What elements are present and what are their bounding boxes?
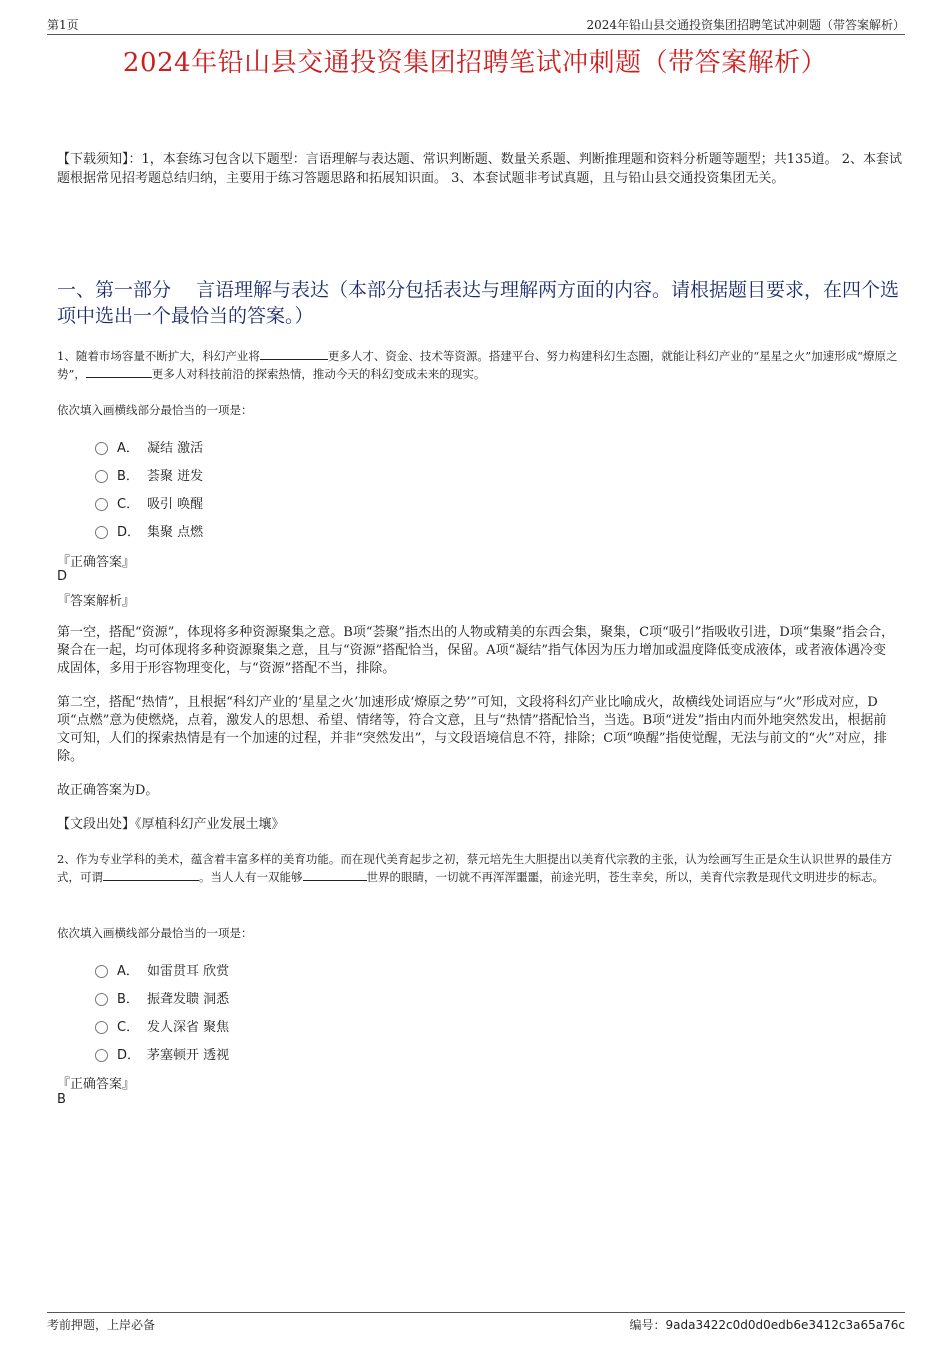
answer-label: 『正确答案』 [57,1077,136,1092]
analysis-paragraph: 第一空，搭配“资源”，体现将多种资源聚集之意。B项“荟聚”指杰出的人物或精美的东西会集，聚集，C项“吸引”指吸收引进，D项“集聚”指会合，聚合在一起，均可体现将多种资源聚集之意，且与“资源”搭配恰当，保留。A项“凝结”指气体因为压力增加或温度降低变成液体，或者液体遇冷变成固体，多用于形容物理变化，与“资源”搭配不当，排除。 [57,625,895,676]
answer-value: D [57,569,68,584]
fill-blank [103,868,199,881]
radio-icon[interactable] [95,1049,108,1062]
answer-label: 『正确答案』 [57,555,136,570]
answer-value: B [57,1092,66,1107]
question-1-stem: 1、随着市场容量不断扩大，科幻产业将 更多人才、资金、技术等资源。搭建平台、努力构建科幻生态圈，就能让科幻产业的“星星之火”加速形成“燎原之势”， 更多人对科技前沿的探索热情，推动今天的科幻变成未来的现实。 [57,349,898,381]
radio-icon[interactable] [95,965,108,978]
option-b[interactable]: B． 振聋发聩 洞悉 [95,983,229,1011]
option-b[interactable]: B． 荟聚 迸发 [95,460,203,488]
option-a[interactable]: A． 凝结 激活 [95,432,203,460]
question-1-instruction: 依次填入画横线部分最恰当的一项是： [57,403,253,417]
section-title: 一、第一部分 言语理解与表达（本部分包括表达与理解两方面的内容。请根据题目要求，在四个选项中选出一个最恰当的答案。） [57,279,900,327]
option-d[interactable]: D． 集聚 点燃 [95,516,203,544]
radio-icon[interactable] [95,1021,108,1034]
option-a[interactable]: A． 如雷贯耳 欣赏 [95,955,229,983]
fill-blank [86,365,152,378]
footer-slogan: 考前押题，上岸必备 [47,1318,156,1332]
option-d[interactable]: D． 茅塞顿开 透视 [95,1039,229,1067]
fill-blank [260,347,328,360]
question-2-options [95,955,229,1067]
header-doc-title: 2024年铅山县交通投资集团招聘笔试冲刺题（带答案解析） [586,18,905,32]
analysis-label: 『答案解析』 [57,594,136,609]
radio-icon[interactable] [95,993,108,1006]
fill-blank [303,868,367,881]
analysis-source: 【文段出处】《厚植科幻产业发展土壤》 [57,817,285,832]
page-title: 2024年铅山县交通投资集团招聘笔试冲刺题（带答案解析） [122,48,828,78]
radio-icon[interactable] [95,498,108,511]
question-2-instruction: 依次填入画横线部分最恰当的一项是： [57,926,253,940]
analysis-conclusion: 故正确答案为D。 [57,783,159,798]
radio-icon[interactable] [95,470,108,483]
radio-icon[interactable] [95,526,108,539]
download-notice: 【下载须知】：1，本套练习包含以下题型：言语理解与表达题、常识判断题、数量关系题、判断推理题和资料分析题等题型；共135道。 2、本套试题根据常见招考题总结归纳，主要用于练习答题思路和拓展知识面。 3、本套试题非考试真题，且与铅山县交通投资集团无关。 [57,152,902,186]
analysis-paragraph: 第二空，搭配“热情”，且根据“科幻产业的‘星星之火’加速形成‘燎原之势’”可知，文段将科幻产业比喻成火，故横线处词语应与“火”形成对应，D项“点燃”意为使燃烧，点着，激发人的思想、希望、情绪等，符合文意，且与“热情”搭配恰当，当选。B项“迸发”指由内而外地突然发出，根据前文可知，人们的探索热情是有一个加速的过程，并非“突然发出”，与文段语境信息不符，排除；C项“唤醒”指使觉醒，无法与前文的“火”对应，排除。 [57,695,887,764]
option-c[interactable]: C． 吸引 唤醒 [95,488,203,516]
question-2-stem: 2、作为专业学科的美术，蕴含着丰富多样的美育功能。而在现代美育起步之初，蔡元培先生大胆提出以美育代宗教的主张，认为绘画写生正是众生认识世界的最佳方式，可谓 。当人人有一双能够 世界的眼睛，一切就不再浑浑噩噩，前途光明，苍生幸矣，所以，美育代宗教是现代文明进步的标志。 [57,852,893,884]
page-header [47,12,905,35]
question-1-options [95,432,203,544]
option-c[interactable]: C． 发人深省 聚焦 [95,1011,229,1039]
footer-code: 编号：9ada3422c0d0d0edb6e3412c3a65a76c [629,1318,905,1332]
radio-icon[interactable] [95,442,108,455]
page-footer [47,1312,905,1335]
page-number: 第1页 [47,18,79,32]
